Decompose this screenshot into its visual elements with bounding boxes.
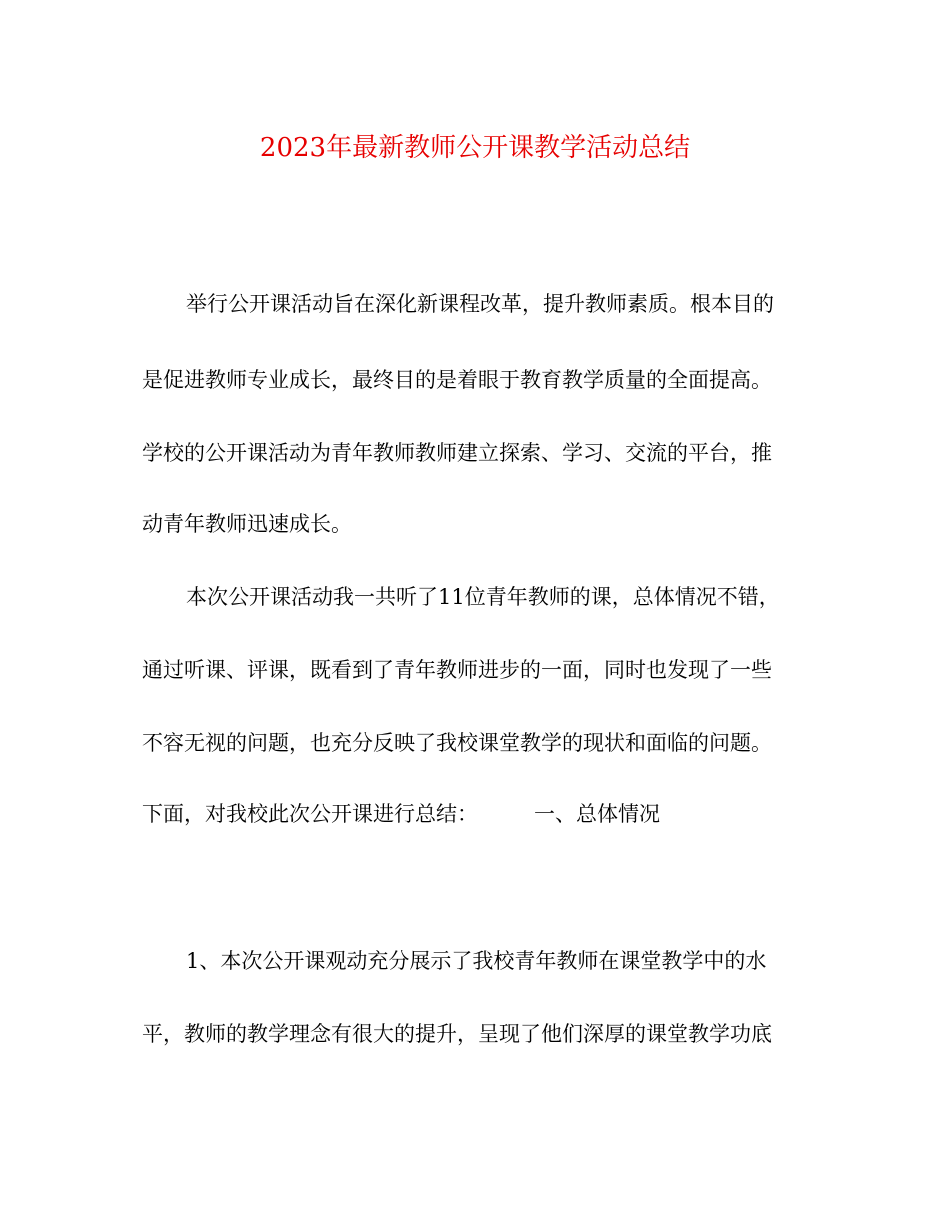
- paragraph-line: 不容无视的问题，也充分反映了我校课堂教学的现状和面临的问题。: [142, 731, 772, 755]
- section-heading: 一、总体情况: [534, 802, 660, 826]
- paragraph-line: 举行公开课活动旨在深化新课程改革，提升教师素质。根本目的: [186, 292, 774, 316]
- paragraph-line: 平，教师的教学理念有很大的提升，呈现了他们深厚的课堂教学功底: [142, 1022, 772, 1046]
- paragraph-line: 学校的公开课活动为青年教师教师建立探索、学习、交流的平台，推: [142, 441, 772, 465]
- paragraph-line: 通过听课、评课，既看到了青年教师进步的一面，同时也发现了一些: [142, 658, 772, 682]
- paragraph-text: 下面，对我校此次公开课进行总结：: [142, 802, 478, 826]
- paragraph-line: 本次公开课活动我一共听了11位青年教师的课，总体情况不错，: [186, 585, 780, 609]
- paragraph-line: 1、本次公开课观动充分展示了我校青年教师在课堂教学中的水: [186, 949, 767, 973]
- paragraph-line-with-heading: [142, 797, 660, 831]
- paragraph-line: 动青年教师迅速成长。: [142, 512, 352, 536]
- document-title: 2023年最新教师公开课教学活动总结: [259, 133, 691, 163]
- paragraph-line: 是促进教师专业成长，最终目的是着眼于教育教学质量的全面提高。: [142, 368, 772, 392]
